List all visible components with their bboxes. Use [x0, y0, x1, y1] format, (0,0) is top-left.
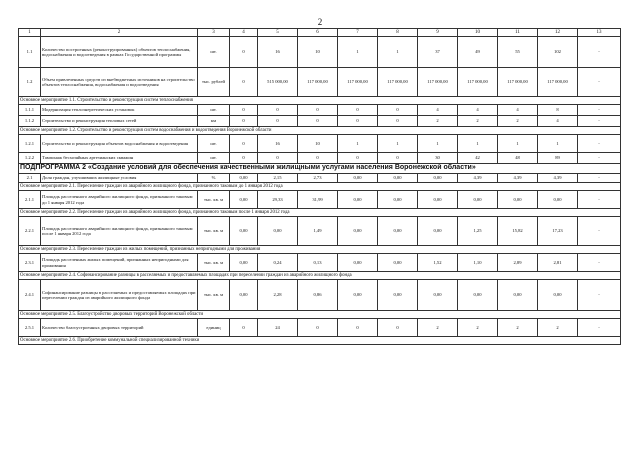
value-cell: 0,00 — [418, 174, 458, 183]
value-cell: - — [578, 217, 621, 246]
value-cell: 0,00 — [230, 254, 258, 272]
value-cell: - — [578, 37, 621, 68]
row-number: 1.1.1 — [19, 105, 41, 116]
header-cell: 13 — [578, 29, 621, 37]
header-cell: 5 — [258, 29, 298, 37]
indicator-name: Количество благоустроенных дворовых территорий — [41, 319, 198, 337]
value-cell: 10 — [298, 135, 338, 153]
indicator-name: Софинансирование разницы в расселяемых и предоставляемых площадях при переселении граждан из аварийного жилищного фонда — [41, 280, 198, 311]
row-number: 2.1.1 — [19, 191, 41, 209]
value-cell: - — [578, 116, 621, 127]
value-cell: 1 — [418, 135, 458, 153]
value-cell: 1,25 — [458, 217, 498, 246]
value-cell: 0,00 — [338, 191, 378, 209]
value-cell: 0,00 — [378, 280, 418, 311]
value-cell: 0,00 — [378, 174, 418, 183]
value-cell: 0,24 — [258, 254, 298, 272]
value-cell: 4,39 — [498, 174, 538, 183]
indicator-row — [19, 217, 621, 246]
indicator-row — [19, 68, 621, 97]
value-cell: - — [578, 280, 621, 311]
value-cell: 0 — [298, 116, 338, 127]
value-cell: 1 — [338, 37, 378, 68]
value-cell: 2 — [418, 116, 458, 127]
value-cell: 0 — [338, 319, 378, 337]
value-cell: 0 — [298, 319, 338, 337]
indicator-row — [19, 135, 621, 153]
value-cell: 0,00 — [338, 254, 378, 272]
header-row — [19, 29, 621, 37]
unit-cell: единиц — [198, 319, 230, 337]
subprogram-row — [19, 164, 621, 174]
indicator-name: Тампонаж бесхозяйных артезианских скважин — [41, 153, 198, 164]
value-cell: 0 — [378, 116, 418, 127]
value-cell: 48 — [498, 153, 538, 164]
value-cell: 0 — [230, 319, 258, 337]
value-cell: 0 — [298, 153, 338, 164]
header-cell: 6 — [298, 29, 338, 37]
header-cell: 11 — [498, 29, 538, 37]
indicator-row — [19, 37, 621, 68]
value-cell: 0,00 — [378, 254, 418, 272]
value-cell: 0,13 — [298, 254, 338, 272]
value-cell: 117 000,00 — [378, 68, 418, 97]
measure-row — [19, 97, 621, 105]
row-number: 1.2.2 — [19, 153, 41, 164]
value-cell: 0,00 — [230, 174, 258, 183]
measure-row — [19, 183, 621, 191]
value-cell: 0,00 — [418, 217, 458, 246]
indicator-name: Строительство и реконструкция тепловых сетей — [41, 116, 198, 127]
value-cell: 2,89 — [498, 254, 538, 272]
measure-title: Основное мероприятие 2.6. Приобретение коммунальной специализированной техники — [19, 337, 621, 345]
value-cell: 0 — [230, 68, 258, 97]
value-cell: 8 — [538, 105, 578, 116]
value-cell: 0 — [230, 116, 258, 127]
unit-cell: шт. — [198, 153, 230, 164]
unit-cell: тыс. кв. м — [198, 280, 230, 311]
subprogram-title: ПОДПРОГРАММА 2 «Создание условий для обеспечения качественными жилищными услугами населения Воронежской области» — [19, 164, 621, 174]
measure-row — [19, 127, 621, 135]
measure-title: Основное мероприятие 1.1. Строительство и реконструкция систем теплоснабжения — [19, 97, 621, 105]
row-number: 1.2.1 — [19, 135, 41, 153]
value-cell: 0,00 — [458, 280, 498, 311]
value-cell: 0,00 — [338, 174, 378, 183]
indicator-row — [19, 191, 621, 209]
value-cell: 0,00 — [538, 191, 578, 209]
header-cell: 9 — [418, 29, 458, 37]
value-cell: 17,23 — [538, 217, 578, 246]
value-cell: 2 — [458, 116, 498, 127]
value-cell: 31,99 — [298, 191, 338, 209]
measure-row — [19, 337, 621, 345]
page-number: 2 — [317, 17, 323, 27]
value-cell: - — [578, 191, 621, 209]
value-cell: 1 — [538, 135, 578, 153]
value-cell: 102 — [538, 37, 578, 68]
value-cell: 117 000,00 — [458, 68, 498, 97]
value-cell: 0,00 — [230, 280, 258, 311]
value-cell: - — [578, 319, 621, 337]
value-cell: 1,49 — [298, 217, 338, 246]
indicator-name: Модернизация теплоэнергетических установок — [41, 105, 198, 116]
value-cell: 0 — [298, 105, 338, 116]
indicator-row — [19, 174, 621, 183]
value-cell: 0,00 — [230, 191, 258, 209]
indicator-name: Доля граждан, улучшивших жилищные условия — [41, 174, 198, 183]
header-cell: 7 — [338, 29, 378, 37]
value-cell: 1 — [498, 135, 538, 153]
value-cell: 4 — [458, 105, 498, 116]
value-cell: 0 — [338, 105, 378, 116]
value-cell: 0 — [230, 37, 258, 68]
value-cell: 29,33 — [258, 191, 298, 209]
value-cell: 0 — [338, 116, 378, 127]
header-cell: 8 — [378, 29, 418, 37]
indicator-row — [19, 254, 621, 272]
value-cell: 0,00 — [458, 191, 498, 209]
indicators-table — [18, 28, 621, 345]
unit-cell: тыс. кв. м — [198, 191, 230, 209]
value-cell: 4 — [498, 105, 538, 116]
value-cell: - — [578, 135, 621, 153]
indicator-name: Строительство и реконструкция объектов водоснабжения и водоотведения — [41, 135, 198, 153]
indicator-name: Площадь расселенного аварийного жилищного фонда, признанного таковым до 1 января 2012 года — [41, 191, 198, 209]
value-cell: - — [578, 174, 621, 183]
value-cell: - — [578, 105, 621, 116]
value-cell: 89 — [538, 153, 578, 164]
value-cell: 1,52 — [418, 254, 458, 272]
unit-cell: шт. — [198, 37, 230, 68]
value-cell: 4 — [538, 116, 578, 127]
value-cell: 0,00 — [378, 217, 418, 246]
row-number: 2.4.1 — [19, 280, 41, 311]
value-cell: 42 — [458, 153, 498, 164]
indicator-row — [19, 153, 621, 164]
value-cell: 0 — [378, 153, 418, 164]
indicator-row — [19, 280, 621, 311]
value-cell: 0 — [258, 153, 298, 164]
unit-cell: тыс. рублей — [198, 68, 230, 97]
value-cell: 1,10 — [458, 254, 498, 272]
value-cell: 117 000,00 — [418, 68, 458, 97]
value-cell: 0 — [230, 135, 258, 153]
header-cell: 12 — [538, 29, 578, 37]
value-cell: 0,00 — [378, 191, 418, 209]
measure-title: Основное мероприятие 2.2. Переселение граждан из аварийного жилищного фонда, признанного таковым после 1 января 2012 года — [19, 209, 621, 217]
value-cell: 515 000,00 — [258, 68, 298, 97]
value-cell: 30 — [418, 153, 458, 164]
measure-row — [19, 209, 621, 217]
value-cell: 2 — [538, 319, 578, 337]
value-cell: 2 — [418, 319, 458, 337]
value-cell: 2 — [498, 319, 538, 337]
value-cell: 0,86 — [298, 280, 338, 311]
header-cell: 2 — [41, 29, 198, 37]
value-cell: 0 — [230, 153, 258, 164]
table-body — [19, 29, 621, 345]
row-number: 1.2 — [19, 68, 41, 97]
row-number: 2.2.1 — [19, 217, 41, 246]
value-cell: 37 — [418, 37, 458, 68]
indicator-row — [19, 105, 621, 116]
value-cell: 0 — [258, 105, 298, 116]
value-cell: 10 — [298, 37, 338, 68]
value-cell: - — [578, 153, 621, 164]
value-cell: 2,28 — [258, 280, 298, 311]
value-cell: 117 000,00 — [538, 68, 578, 97]
value-cell: 4 — [418, 105, 458, 116]
value-cell: 1 — [458, 135, 498, 153]
value-cell: - — [578, 254, 621, 272]
value-cell: 2,15 — [258, 174, 298, 183]
value-cell: 2 — [458, 319, 498, 337]
header-cell: 10 — [458, 29, 498, 37]
measure-title: Основное мероприятие 1.2. Строительство и реконструкция систем водоснабжения и водоотведения Воронежской области — [19, 127, 621, 135]
value-cell: 0,00 — [338, 217, 378, 246]
value-cell: 16 — [258, 37, 298, 68]
value-cell: 4,39 — [458, 174, 498, 183]
value-cell: 1 — [338, 135, 378, 153]
value-cell: 0,00 — [418, 191, 458, 209]
value-cell: 16 — [258, 135, 298, 153]
indicator-name: Площадь расселенных жилых помещений, признанных непригодными для проживания — [41, 254, 198, 272]
measure-row — [19, 246, 621, 254]
header-cell: 4 — [230, 29, 258, 37]
header-cell: 1 — [19, 29, 41, 37]
value-cell: 24 — [258, 319, 298, 337]
measure-row — [19, 311, 621, 319]
value-cell: 117 000,00 — [338, 68, 378, 97]
value-cell: 2 — [498, 116, 538, 127]
value-cell: 55 — [498, 37, 538, 68]
unit-cell: км — [198, 116, 230, 127]
value-cell: - — [578, 68, 621, 97]
measure-title: Основное мероприятие 2.4. Софинансирование разницы в расселяемых и предоставляемых площадях при переселении граждан из аварийного жилищного фонда — [19, 272, 621, 280]
indicator-name: Количество построенных (реконструированных) объектов теплоснабжения, водоснабжения и водоотведения в рамках Государственной программы — [41, 37, 198, 68]
value-cell: 2,81 — [538, 254, 578, 272]
unit-cell: шт. — [198, 105, 230, 116]
header-cell: 3 — [198, 29, 230, 37]
value-cell: 0,00 — [418, 280, 458, 311]
indicator-row — [19, 319, 621, 337]
measure-title: Основное мероприятие 2.1. Переселение граждан из аварийного жилищного фонда, признанного таковым до 1 января 2012 года — [19, 183, 621, 191]
unit-cell: тыс. кв. м — [198, 217, 230, 246]
row-number: 1.1 — [19, 37, 41, 68]
value-cell: 0 — [378, 319, 418, 337]
value-cell: 0,00 — [230, 217, 258, 246]
value-cell: 2,73 — [298, 174, 338, 183]
value-cell: 49 — [458, 37, 498, 68]
indicator-row — [19, 116, 621, 127]
value-cell: 0,00 — [498, 191, 538, 209]
value-cell: 0,00 — [498, 280, 538, 311]
value-cell: 117 000,00 — [298, 68, 338, 97]
row-number: 2.1 — [19, 174, 41, 183]
row-number: 2.5.1 — [19, 319, 41, 337]
value-cell: 0,00 — [538, 280, 578, 311]
value-cell: 0 — [230, 105, 258, 116]
value-cell: 0 — [378, 105, 418, 116]
value-cell: 1 — [378, 135, 418, 153]
measure-row — [19, 272, 621, 280]
value-cell: 15,82 — [498, 217, 538, 246]
value-cell: 4,39 — [538, 174, 578, 183]
value-cell: 1 — [378, 37, 418, 68]
unit-cell: шт. — [198, 135, 230, 153]
value-cell: 0 — [258, 116, 298, 127]
unit-cell: % — [198, 174, 230, 183]
row-number: 2.3.1 — [19, 254, 41, 272]
value-cell: 117 000,00 — [498, 68, 538, 97]
value-cell: 0 — [338, 153, 378, 164]
row-number: 1.1.2 — [19, 116, 41, 127]
indicator-name: Площадь расселенного аварийного жилищного фонда, признанного таковым после 1 января 2012 года — [41, 217, 198, 246]
value-cell: 0,00 — [258, 217, 298, 246]
unit-cell: тыс. кв. м — [198, 254, 230, 272]
measure-title: Основное мероприятие 2.3. Переселение граждан из жилых помещений, признанных непригодными для проживания — [19, 246, 621, 254]
value-cell: 0,00 — [338, 280, 378, 311]
measure-title: Основное мероприятие 2.5. Благоустройство дворовых территорий Воронежской области — [19, 311, 621, 319]
indicator-name: Объем привлеченных средств из внебюджетных источников на строительство объектов теплоснабжения, водоснабжения и водоотведения — [41, 68, 198, 97]
